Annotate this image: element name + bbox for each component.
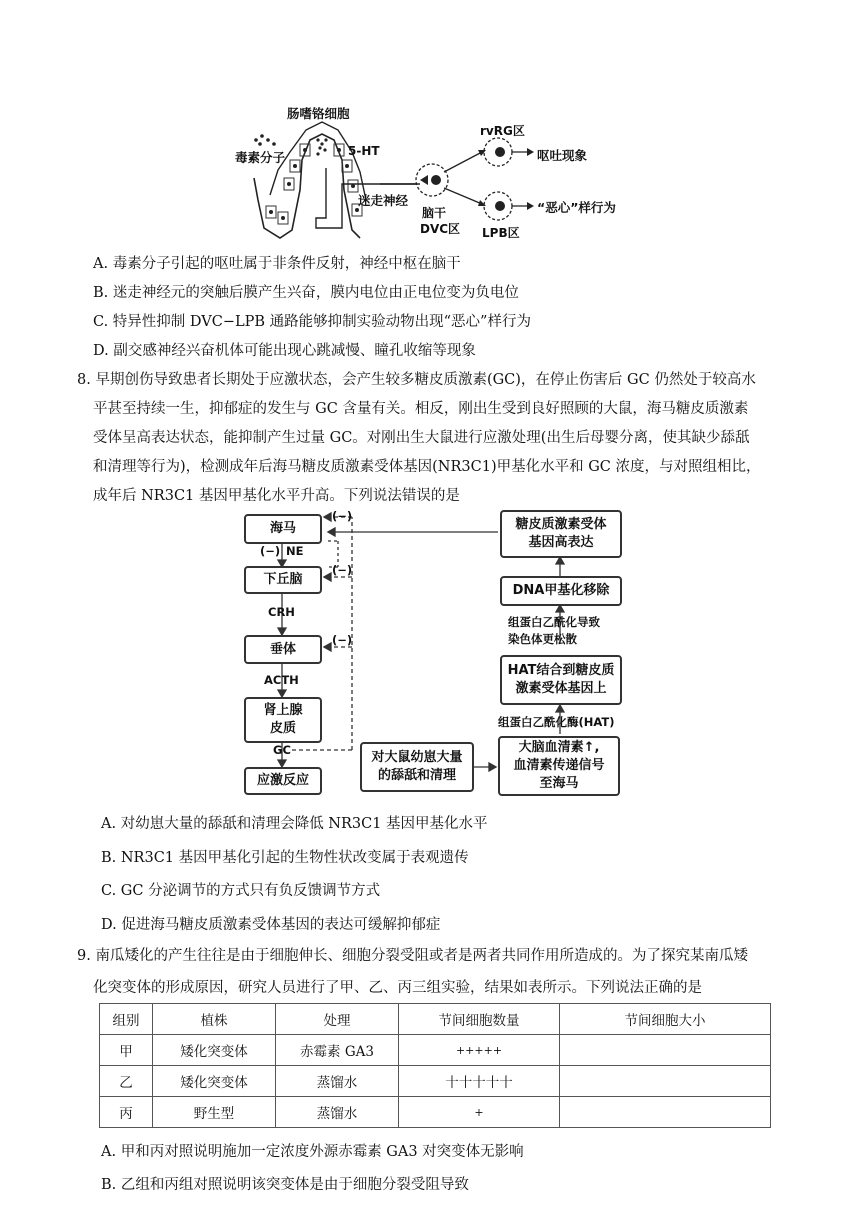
q8-option-d: D. 促进海马糖皮质激素受体基因的表达可缓解抑郁症 <box>101 917 441 933</box>
table-cell: 甲 <box>100 1035 153 1066</box>
table-header-row <box>100 1004 771 1035</box>
5ht-label: 5-HT <box>348 144 380 158</box>
hypothalamus-box: 下丘脑 <box>244 566 322 594</box>
table-cell: 蒸馏水 <box>276 1097 399 1128</box>
adrenal-line-2: 皮质 <box>269 721 296 736</box>
stress-response-box: 应激反应 <box>244 767 322 795</box>
hat-enzyme-label: 组蛋白乙酰化酶(HAT) <box>498 715 615 729</box>
table-cell: 丙 <box>100 1097 153 1128</box>
ne-label: NE <box>286 544 304 558</box>
q8-stem-line-5: 成年后 NR3C1 基因甲基化水平升高。下列说法错误的是 <box>93 488 460 504</box>
pituitary-label: 垂体 <box>269 641 296 657</box>
table-cell: 十十十十十 <box>399 1066 560 1097</box>
gc-label: GC <box>273 743 291 757</box>
adrenal-cortex-box <box>244 697 322 743</box>
acth-label: ACTH <box>264 673 299 687</box>
toxin-label: 毒素分子 <box>235 150 286 165</box>
q8-stem-line-1: 8. 早期创伤导致患者长期处于应激状态，会产生较多糖皮质激素(GC)，在停止伤害后 GC 仍然处于较高水 <box>77 372 756 388</box>
hat-binding-box <box>500 655 622 705</box>
lpb-label: LPB区 <box>482 226 520 240</box>
table-header: 节间细胞数量 <box>399 1004 560 1035</box>
inhibit-label-1: (−) <box>332 509 353 523</box>
q8-option-b: B. NR3C1 基因甲基化引起的生物性状改变属于表观遗传 <box>101 850 469 866</box>
dvc-label: DVC区 <box>420 222 461 236</box>
q9-stem-line-1: 9. 南瓜矮化的产生往往是由于细胞伸长、细胞分裂受阻或者是两者共同作用所造成的。为了探究某南瓜矮 <box>77 948 748 964</box>
inhibit-label-3: (−) <box>332 633 353 647</box>
hat-line-1: HAT结合到糖皮质 <box>507 663 615 678</box>
q7-option-a: A. 毒素分子引起的呕吐属于非条件反射，神经中枢在脑干 <box>93 256 461 272</box>
q8-stem-line-3: 受体呈高表达状态，能抑制产生过量 GC。对刚出生大鼠进行应激处理(出生后母婴分离，使其缺少舔舐 <box>93 430 750 446</box>
q7-option-d: D. 副交感神经兴奋机体可能出现心跳减慢、瞳孔收缩等现象 <box>93 343 476 359</box>
q9-option-a: A. 甲和丙对照说明施加一定浓度外源赤霉素 GA3 对突变体无影响 <box>101 1144 524 1160</box>
table-cell: 矮化突变体 <box>153 1035 276 1066</box>
table-cell <box>560 1097 771 1128</box>
q8-option-c: C. GC 分泌调节的方式只有负反馈调节方式 <box>101 883 381 899</box>
q9-stem-line-2: 化突变体的形成原因，研究人员进行了甲、乙、丙三组实验，结果如表所示。下列说法正确的是 <box>93 980 702 996</box>
table-cell: 矮化突变体 <box>153 1066 276 1097</box>
pup-care-box <box>360 742 474 792</box>
serotonin-line-1: 大脑血清素↑, <box>518 740 600 755</box>
neg-sign-label: (−) <box>260 544 281 558</box>
pituitary-box <box>244 635 322 664</box>
enterochromaffin-cell-label: 肠嗜铬细胞 <box>287 106 350 121</box>
nausea-label: “恶心”样行为 <box>537 200 616 215</box>
q8-stem-line-4: 和清理等行为)，检测成年后海马糖皮质激素受体基因(NR3C1)甲基化水平和 GC 浓度，与对照组相比， <box>93 459 761 475</box>
serotonin-box <box>498 736 620 796</box>
gr-line-2: 基因高表达 <box>528 535 594 550</box>
dna-demethylation-box: DNA甲基化移除 <box>500 576 622 606</box>
table-row <box>100 1097 771 1128</box>
vomit-label: 呕吐现象 <box>537 148 588 163</box>
vomit-pathway-figure <box>230 100 650 245</box>
inhibit-label-2: (−) <box>332 563 353 577</box>
table-header: 组别 <box>100 1004 153 1035</box>
q7-option-b: B. 迷走神经元的突触后膜产生兴奋，膜内电位由正电位变为负电位 <box>93 285 519 301</box>
crh-label: CRH <box>268 605 295 619</box>
table-header: 植株 <box>153 1004 276 1035</box>
table-cell: 野生型 <box>153 1097 276 1128</box>
q8-stem-line-2: 平甚至持续一生，抑郁症的发生与 GC 含量有关。相反，刚出生受到良好照顾的大鼠，海马糖皮质激素 <box>93 401 749 417</box>
q9-results-table <box>99 1003 771 1128</box>
gr-line-1: 糖皮质激素受体 <box>515 517 607 532</box>
hat-line-2: 激素受体基因上 <box>515 681 607 696</box>
vagus-label: 迷走神经 <box>358 193 409 208</box>
hippocampus-box: 海马 <box>244 514 322 544</box>
q7-option-c: C. 特异性抑制 DVC−LPB 通路能够抑制实验动物出现“恶心”样行为 <box>93 314 531 330</box>
acetylation-line-2: 染色体更松散 <box>508 632 577 646</box>
table-row <box>100 1066 771 1097</box>
table-cell <box>560 1066 771 1097</box>
table-header: 处理 <box>276 1004 399 1035</box>
rvrg-label: rvRG区 <box>480 124 525 138</box>
table-cell <box>560 1035 771 1066</box>
q8-option-a: A. 对幼崽大量的舔舐和清理会降低 NR3C1 基因甲基化水平 <box>101 816 488 832</box>
table-cell: +++++ <box>399 1035 560 1066</box>
acetylation-line-1: 组蛋白乙酰化导致 <box>508 615 600 629</box>
gc-regulation-diagram <box>230 505 630 795</box>
serotonin-line-3: 至海马 <box>539 776 579 791</box>
table-cell: 赤霉素 GA3 <box>276 1035 399 1066</box>
table-cell: + <box>399 1097 560 1128</box>
table-cell: 乙 <box>100 1066 153 1097</box>
acetylation-label <box>508 614 600 648</box>
adrenal-line-1: 肾上腺 <box>263 703 303 718</box>
table-row <box>100 1035 771 1066</box>
pup-care-line-2: 的舔舐和清理 <box>377 768 456 783</box>
pup-care-line-1: 对大鼠幼崽大量 <box>371 750 463 765</box>
table-cell: 蒸馏水 <box>276 1066 399 1097</box>
gr-high-expression-box <box>500 510 622 558</box>
q9-option-b: B. 乙组和丙组对照说明该突变体是由于细胞分裂受阻导致 <box>101 1177 469 1193</box>
brainstem-label: 脑干 <box>422 206 447 220</box>
serotonin-line-2: 血清素传递信号 <box>513 758 605 773</box>
table-header: 节间细胞大小 <box>560 1004 771 1035</box>
